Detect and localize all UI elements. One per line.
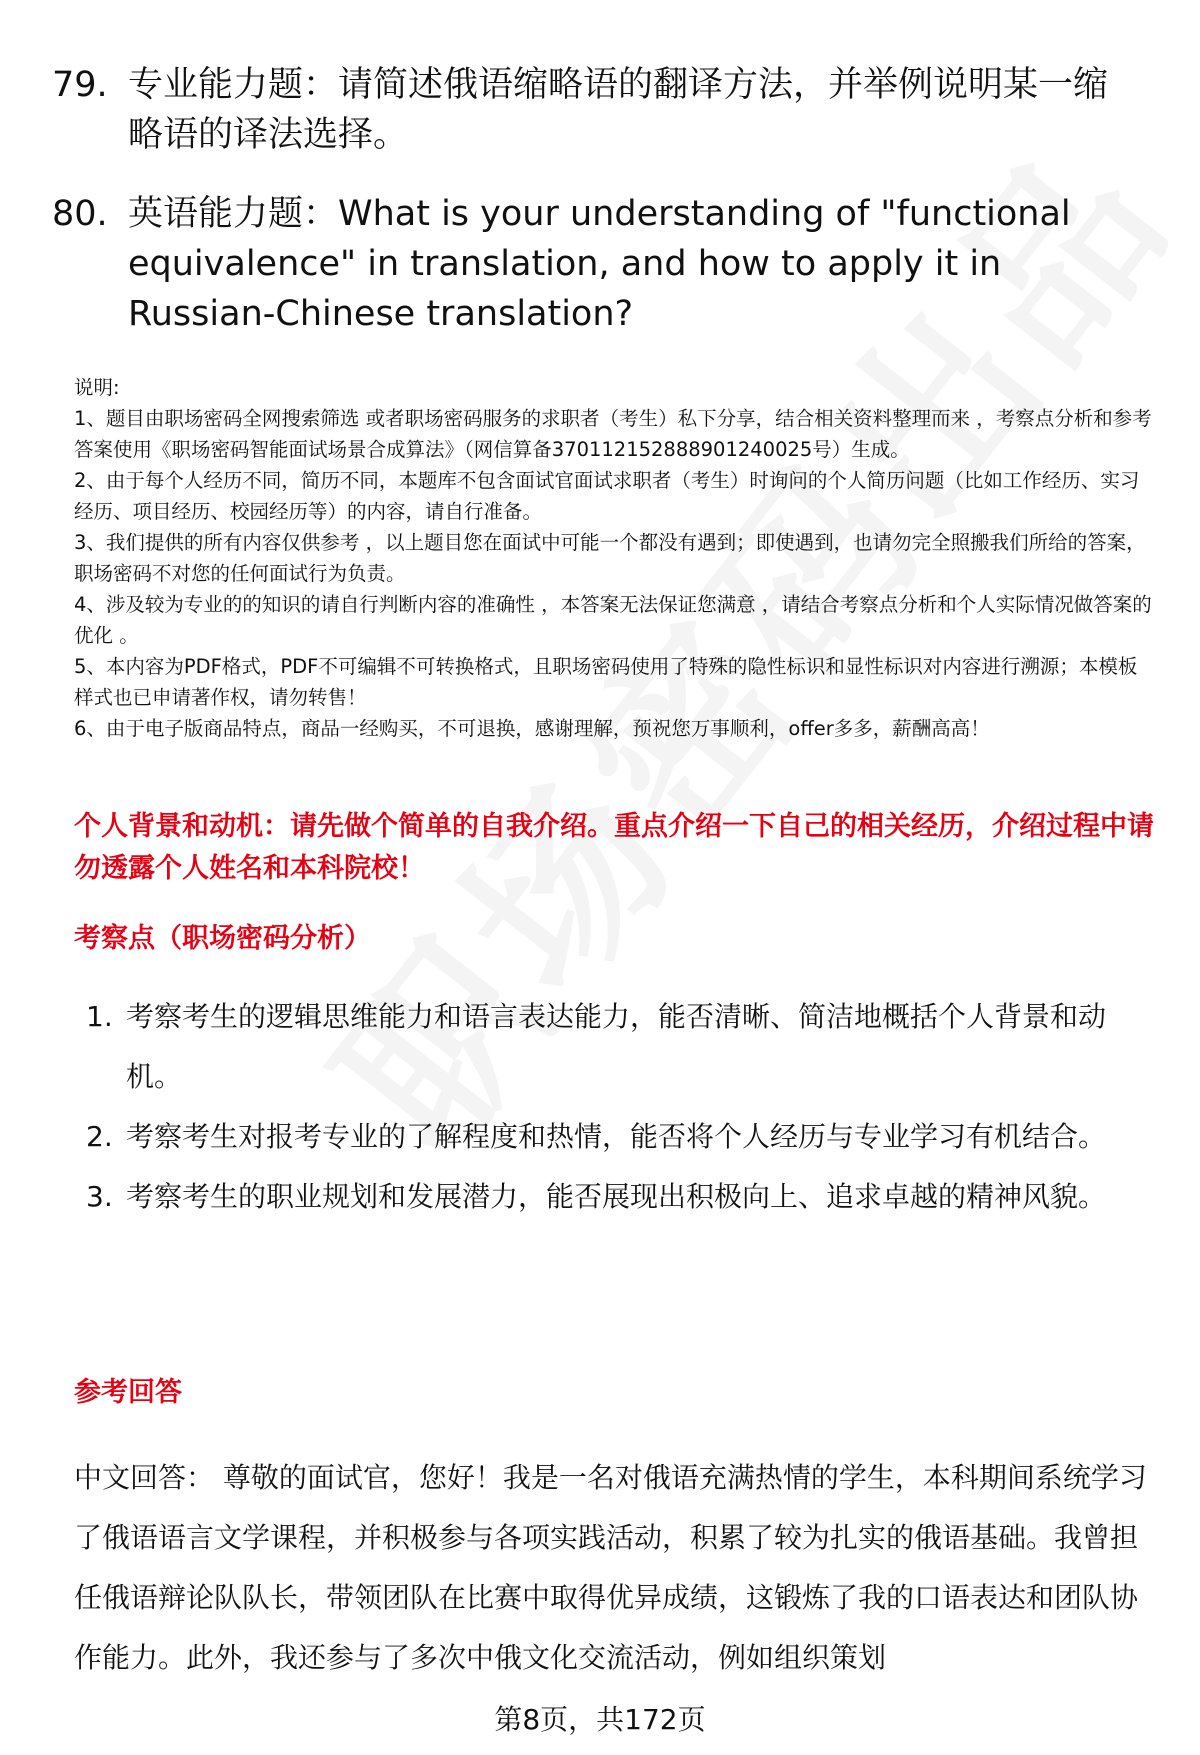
- question-text: 英语能力题：What is your understanding of "functional equivalence" in translation, and how to apply it in Russian-Chinese translation?: [128, 194, 1071, 334]
- points-list: [74, 987, 1154, 1227]
- question-80: [52, 189, 1142, 339]
- list-number: 1.: [86, 1000, 113, 1033]
- note-item: 1、题目由职场密码全网搜索筛选 或者职场密码服务的求职者（考生）私下分享，结合相关资料整理而来 ，考察点分析和参考答案使用《职场密码智能面试场景合成算法》（网信算备370112152888901240025号）生成。: [74, 407, 1152, 461]
- list-item: [74, 1167, 1154, 1227]
- list-item: [74, 987, 1154, 1107]
- list-text: 考察考生的职业规划和发展潜力，能否展现出积极向上、追求卓越的精神风貌。: [126, 1180, 1107, 1213]
- background-question: 个人背景和动机：请先做个简单的自我介绍。重点介绍一下自己的相关经历，介绍过程中请勿透露个人姓名和本科院校！: [74, 811, 1154, 884]
- reference-heading: 参考回答: [74, 1377, 182, 1408]
- points-heading: 考察点（职场密码分析）: [74, 923, 371, 954]
- question-79: [52, 60, 1142, 160]
- notes-title: 说明:: [74, 376, 120, 399]
- page-footer: 第8页，共172页: [494, 1703, 706, 1736]
- note-item: 2、由于每个人经历不同，简历不同，本题库不包含面试官面试求职者（考生）时询问的个人简历问题（比如工作经历、实习经历、项目经历、校园经历等）的内容，请自行准备。: [74, 469, 1140, 523]
- question-number: 80.: [52, 194, 108, 234]
- note-item: 6、由于电子版商品特点，商品一经购买，不可退换，感谢理解，预祝您万事顺利，offer多多，薪酬高高！: [74, 717, 990, 740]
- list-number: 2.: [86, 1120, 113, 1153]
- list-text: 考察考生对报考专业的了解程度和热情，能否将个人经历与专业学习有机结合。: [126, 1120, 1107, 1153]
- notes-section: [74, 372, 1154, 744]
- list-item: [74, 1107, 1154, 1167]
- note-item: 4、涉及较为专业的的知识的请自行判断内容的准确性 ，本答案无法保证您满意 ，请结合考察点分析和个人实际情况做答案的优化 。: [74, 593, 1152, 647]
- question-text: 专业能力题：请简述俄语缩略语的翻译方法，并举例说明某一缩略语的译法选择。: [128, 65, 1109, 155]
- list-text: 考察考生的逻辑思维能力和语言表达能力，能否清晰、简洁地概括个人背景和动机。: [126, 1000, 1107, 1093]
- question-number: 79.: [52, 65, 108, 105]
- note-item: 3、我们提供的所有内容仅供参考 ，以上题目您在面试中可能一个都没有遇到；即使遇到，也请勿完全照搬我们所给的答案，职场密码不对您的任何面试行为负责。: [74, 531, 1146, 585]
- answer-text: 中文回答： 尊敬的面试官，您好！我是一名对俄语充满热情的学生，本科期间系统学习了俄语语言文学课程，并积极参与各项实践活动，积累了较为扎实的俄语基础。我曾担任俄语辩论队队长，带领团队在比赛中取得优异成绩，这锻炼了我的口语表达和团队协作能力。此外，我还参与了多次中俄文化交流活动，例如组织策划: [74, 1461, 1147, 1674]
- note-item: 5、本内容为PDF格式，PDF不可编辑不可转换格式，且职场密码使用了特殊的隐性标识和显性标识对内容进行溯源；本模板样式也已申请著作权，请勿转售！: [74, 655, 1138, 709]
- list-number: 3.: [86, 1180, 113, 1213]
